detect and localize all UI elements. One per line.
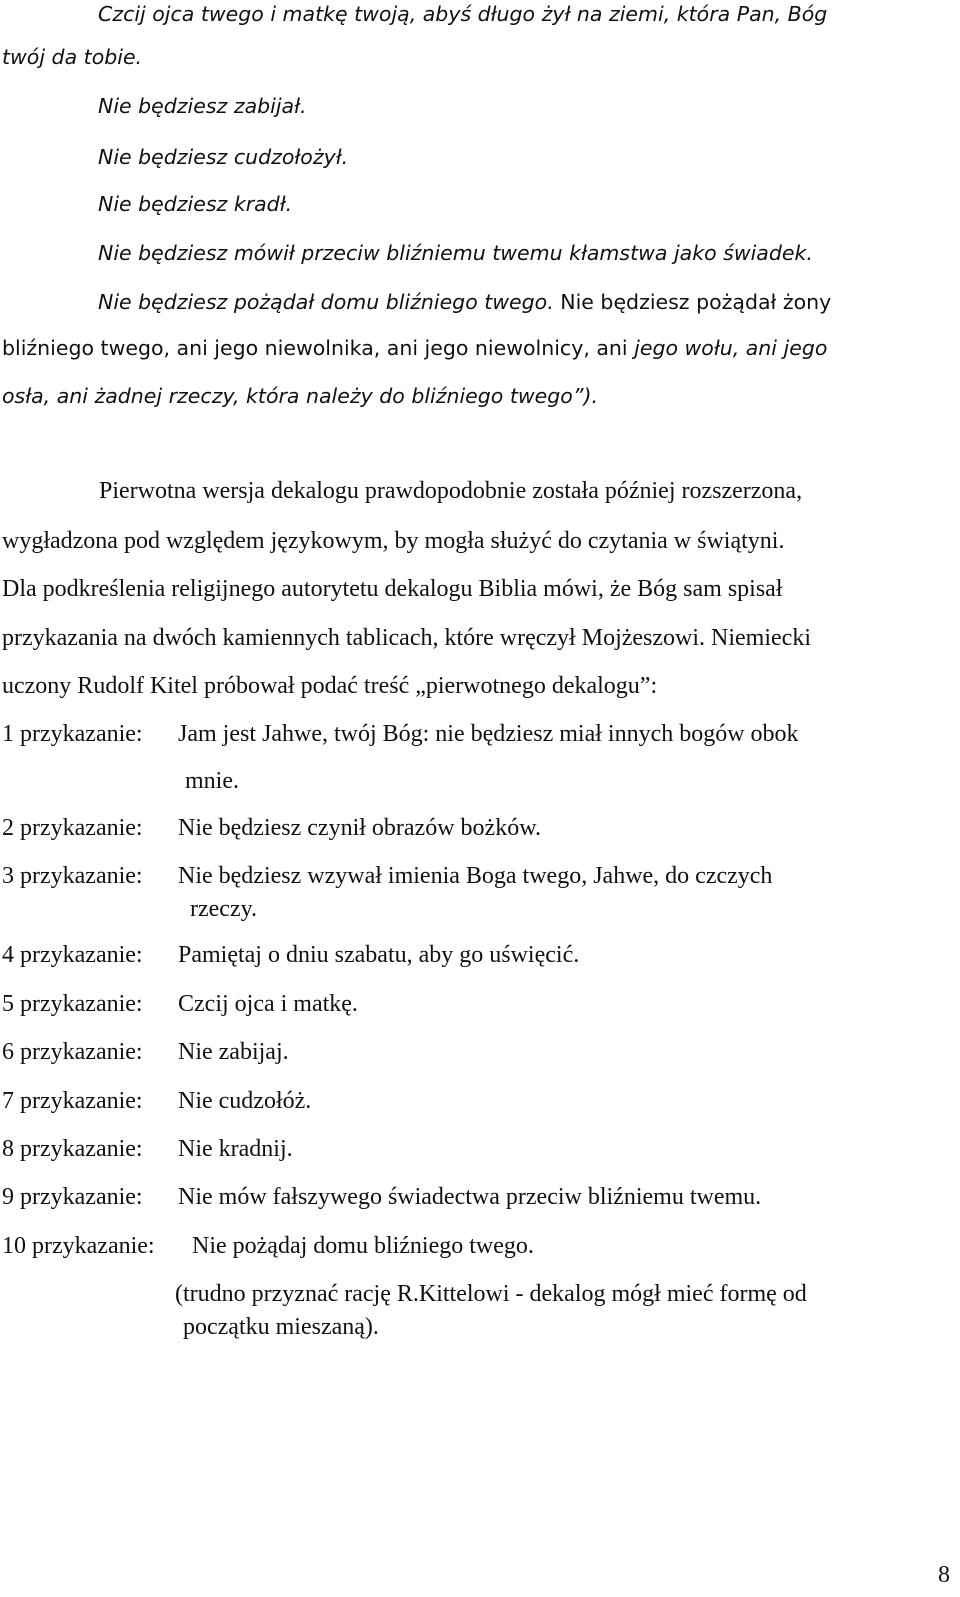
paragraph-line: przykazania na dwóch kamiennych tablicach, które wręczył Mojżeszowi. Niemiecki: [2, 625, 811, 651]
paragraph-line: uczony Rudolf Kitel próbował podać treść „pierwotnego dekalogu”:: [2, 673, 658, 699]
commandment-label: 10 przykazanie:: [2, 1233, 155, 1259]
commandment-text: Nie mów fałszywego świadectwa przeciw bliźniemu twemu.: [178, 1184, 762, 1210]
commandment-label: 7 przykazanie:: [2, 1088, 143, 1114]
commandment-label: 6 przykazanie:: [2, 1039, 143, 1065]
quote-line: twój da tobie.: [2, 45, 143, 69]
paragraph-line: Dla podkreślenia religijnego autorytetu dekalogu Biblia mówi, że Bóg sam spisał: [2, 576, 783, 602]
commandment-label: 3 przykazanie:: [2, 863, 143, 889]
quote-line: Nie będziesz kradł.: [98, 192, 293, 216]
quote-line: Nie będziesz mówił przeciw bliźniemu twemu kłamstwa jako świadek.: [98, 241, 813, 265]
commandment-text: Nie będziesz czynił obrazów bożków.: [178, 815, 541, 841]
commandment-text: Pamiętaj o dniu szabatu, aby go uświęcić.: [178, 942, 580, 968]
commandment-text: Nie cudzołóż.: [178, 1088, 312, 1114]
commandment-label: 2 przykazanie:: [2, 815, 143, 841]
commandment-text: Nie będziesz wzywał imienia Boga twego, Jahwe, do czczych: [178, 863, 773, 889]
commandment-text-continuation: mnie.: [185, 768, 239, 794]
commandment-label: 1 przykazanie:: [2, 721, 143, 747]
commandment-text: Czcij ojca i matkę.: [178, 991, 358, 1017]
quote-line: Nie będziesz cudzołożył.: [98, 145, 349, 169]
quote-segment: Nie będziesz pożądał domu bliźniego twego.: [98, 290, 554, 314]
quote-segment: Nie będziesz pożądał żony: [553, 290, 832, 314]
note-line: początku mieszaną).: [183, 1314, 379, 1340]
quote-line: [98, 290, 831, 314]
paragraph-line: Pierwotna wersja dekalogu prawdopodobnie została później rozszerzona,: [99, 478, 803, 504]
note-line: (trudno przyznać rację R.Kittelowi - dekalog mógł mieć formę od: [175, 1281, 807, 1307]
commandment-text: Nie kradnij.: [178, 1136, 293, 1162]
commandment-text: Nie pożądaj domu bliźniego twego.: [192, 1233, 534, 1259]
commandment-label: 9 przykazanie:: [2, 1184, 143, 1210]
quote-line: Czcij ojca twego i matkę twoją, abyś długo żył na ziemi, która Pan, Bóg: [98, 2, 828, 26]
page-number: 8: [938, 1562, 950, 1588]
commandment-text-continuation: rzeczy.: [190, 896, 258, 922]
quote-line: [2, 336, 827, 360]
commandment-label: 8 przykazanie:: [2, 1136, 143, 1162]
quote-segment: jego wołu, ani jego: [634, 336, 828, 360]
commandment-label: 4 przykazanie:: [2, 942, 143, 968]
paragraph-line: wygładzona pod względem językowym, by mogła służyć do czytania w świątyni.: [2, 528, 785, 554]
quote-line: osła, ani żadnej rzeczy, która należy do bliźniego twego”).: [2, 384, 598, 408]
commandment-text: Nie zabijaj.: [178, 1039, 289, 1065]
quote-segment: bliźniego twego, ani jego niewolnika, ani jego niewolnicy, ani: [2, 336, 635, 360]
commandment-text: Jam jest Jahwe, twój Bóg: nie będziesz miał innych bogów obok: [178, 721, 799, 747]
commandment-label: 5 przykazanie:: [2, 991, 143, 1017]
quote-line: Nie będziesz zabijał.: [98, 94, 307, 118]
